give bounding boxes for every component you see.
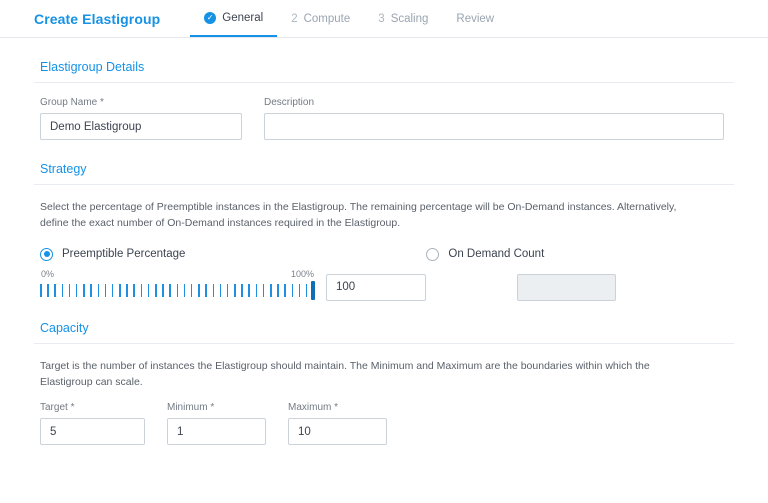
slider-tick [133,284,135,297]
slider-tick [284,284,286,297]
description-label: Description [264,97,315,108]
maximum-field [288,402,387,445]
slider-tick [105,284,107,297]
on-demand-count-input[interactable] [517,274,616,301]
strategy-helper-text: Select the percentage of Preemptible instances in the Elastigroup. The remaining percentage will be On-Demand instances. Alternatively, define the exact number of On-Demand instances required in the Elastigroup. [40,201,677,230]
section-title-capacity: Capacity [34,299,734,344]
step-compute-label: Compute [303,12,351,25]
slider-track[interactable] [40,282,315,299]
step-number-icon: 3 [378,12,385,25]
target-input[interactable] [40,418,145,445]
slider-handle[interactable] [311,281,315,300]
slider-tick [184,284,186,297]
slider-tick [54,284,56,297]
slider-tick [162,284,164,297]
preemptible-percentage-radio[interactable] [40,248,185,261]
slider-tick [112,284,114,297]
slider-tick [62,284,64,297]
slider-max-label: 100% [290,268,314,279]
maximum-label: Maximum * [288,402,339,414]
slider-tick [169,284,171,297]
wizard-steps [190,0,508,37]
minimum-input[interactable] [167,418,266,445]
slider-tick [177,284,179,297]
section-title-details: Elastigroup Details [34,38,734,83]
target-field [40,402,145,445]
slider-tick [148,284,150,297]
target-label: Target * [40,402,75,414]
group-name-field [40,97,242,140]
slider-tick [191,284,193,297]
description-field [264,97,724,140]
slider-tick [76,284,78,297]
slider-tick [241,284,243,297]
slider-tick [263,284,265,297]
percentage-slider[interactable] [40,269,315,299]
slider-tick [234,284,236,297]
slider-tick [220,284,222,297]
slider-tick [126,284,128,297]
wizard-header [0,0,768,38]
step-scaling-label: Scaling [390,12,429,25]
step-review[interactable] [442,0,508,37]
section-title-strategy: Strategy [34,140,734,185]
on-demand-count-input-wrap [517,274,616,301]
slider-tick [277,284,279,297]
slider-tick [270,284,272,297]
form-content [0,38,768,445]
maximum-input[interactable] [288,418,387,445]
description-input[interactable] [264,113,724,140]
step-number-icon: 2 [291,12,298,25]
preemptible-percentage-label: Preemptible Percentage [62,248,186,261]
capacity-fields [34,402,734,445]
slider-tick [83,284,85,297]
slider-tick [47,284,49,297]
slider-tick [119,284,121,297]
step-general[interactable] [190,0,277,37]
slider-tick [292,284,294,297]
slider-tick [40,284,42,297]
slider-tick [227,284,229,297]
minimum-label: Minimum * [167,402,215,414]
slider-tick [306,284,308,297]
radio-selected-icon [40,248,53,261]
check-icon: ✓ [204,12,216,24]
details-fields [34,97,734,140]
slider-tick [98,284,100,297]
slider-tick [256,284,258,297]
strategy-options [34,238,734,261]
slider-tick [90,284,92,297]
percentage-input[interactable] [326,274,426,301]
step-compute[interactable] [277,0,364,37]
step-general-label: General [222,11,264,24]
page-title: Create Elastigroup [34,10,161,27]
on-demand-count-label: On Demand Count [448,248,545,261]
slider-tick [155,284,157,297]
slider-tick [248,284,250,297]
slider-tick [141,284,143,297]
slider-min-label: 0% [41,268,55,279]
step-scaling[interactable] [364,0,442,37]
percentage-input-wrap [326,274,426,301]
capacity-helper-text: Target is the number of instances the Elastigroup should maintain. The Minimum and Maximum are the boundaries within which the Elastigroup can scale. [40,359,650,388]
slider-tick [205,284,207,297]
radio-unselected-icon [426,248,439,261]
group-name-input[interactable] [40,113,242,140]
strategy-controls [34,261,734,299]
group-name-label: Group Name * [40,97,104,108]
slider-tick [198,284,200,297]
slider-tick [299,284,301,297]
slider-end-labels [40,269,315,279]
step-review-label: Review [456,12,495,25]
slider-tick [213,284,215,297]
slider-tick [69,284,71,297]
on-demand-count-radio[interactable] [426,248,544,261]
minimum-field [167,402,266,445]
